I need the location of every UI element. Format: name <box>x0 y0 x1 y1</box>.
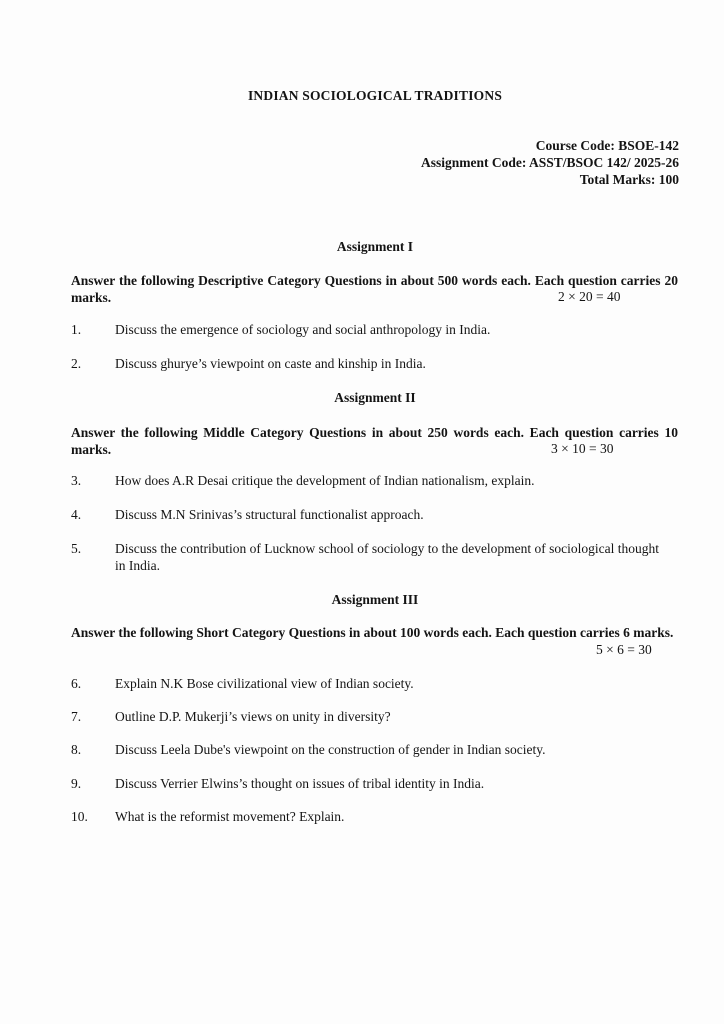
question-number: 8. <box>71 742 82 757</box>
question-text: Discuss Leela Dube's viewpoint on the construction of gender in Indian society. <box>115 742 546 757</box>
question-number: 7. <box>71 709 82 724</box>
question-text: Outline D.P. Mukerji’s views on unity in diversity? <box>115 709 391 724</box>
section-heading-assignment-3: Assignment III <box>331 592 419 607</box>
section-instruction-assignment-3: Answer the following Short Category Questions in about 100 words each. Each question carries 6 marks. <box>71 625 674 640</box>
question-number: 10. <box>71 809 88 824</box>
question-text: Discuss Verrier Elwins’s thought on issues of tribal identity in India. <box>115 776 485 791</box>
question-text: What is the reformist movement? Explain. <box>115 809 345 824</box>
question-text: Discuss M.N Srinivas’s structural functionalist approach. <box>115 507 424 522</box>
assignment-code: Assignment Code: ASST/BSOC 142/ 2025-26 <box>420 155 679 170</box>
question-text: Discuss the contribution of Lucknow school of sociology to the development of sociological thought in India. <box>115 541 660 573</box>
question-text: Discuss the emergence of sociology and social anthropology in India. <box>115 322 491 337</box>
section-heading-assignment-1: Assignment I <box>336 239 414 254</box>
question-text: How does A.R Desai critique the development of Indian nationalism, explain. <box>115 473 535 488</box>
section-instruction-assignment-2: Answer the following Middle Category Questions in about 250 words each. Each question carries 10 marks. <box>71 425 678 457</box>
question-number: 6. <box>71 676 82 691</box>
course-meta <box>421 137 679 188</box>
section-heading-assignment-2: Assignment II <box>334 390 416 405</box>
total-marks: Total Marks: 100 <box>579 172 679 187</box>
question-number: 4. <box>71 507 82 522</box>
section-marks-assignment-2: 3 × 10 = 30 <box>551 441 614 456</box>
question-number: 3. <box>71 473 82 488</box>
section-marks-assignment-1: 2 × 20 = 40 <box>558 289 621 304</box>
question-number: 9. <box>71 776 82 791</box>
question-number: 5. <box>71 541 82 556</box>
section-marks-assignment-3: 5 × 6 = 30 <box>596 642 652 657</box>
section-instruction-assignment-1: Answer the following Descriptive Category Questions in about 500 words each. Each question carries 20 marks. <box>71 273 678 305</box>
question-text: Discuss ghurye’s viewpoint on caste and kinship in India. <box>115 356 426 371</box>
question-number: 2. <box>71 356 82 371</box>
question-number: 1. <box>71 322 82 337</box>
question-text: Explain N.K Bose civilizational view of Indian society. <box>115 676 414 691</box>
course-code: Course Code: BSOE-142 <box>535 138 679 153</box>
document-title: INDIAN SOCIOLOGICAL TRADITIONS <box>247 88 503 103</box>
